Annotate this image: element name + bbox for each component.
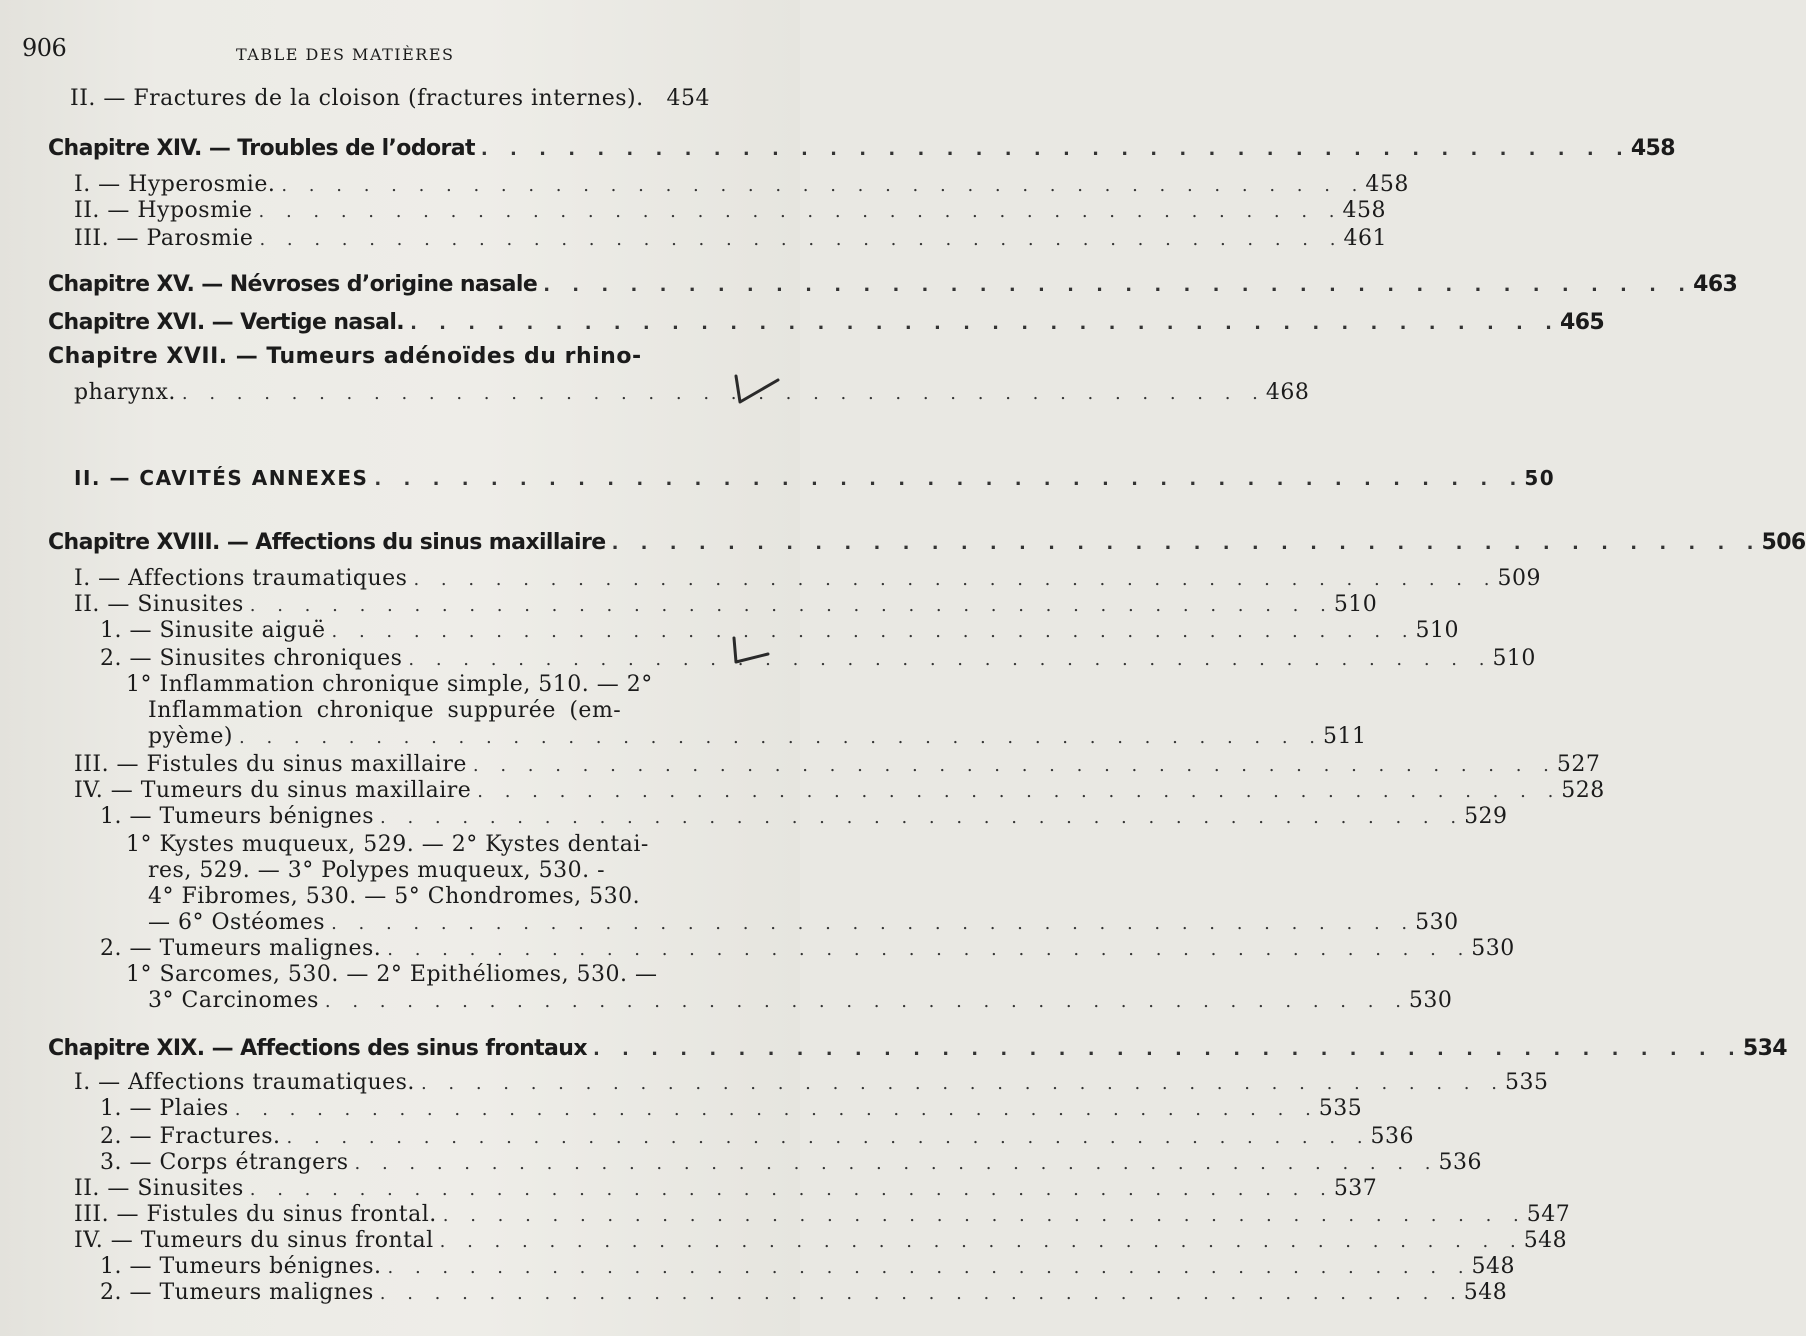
toc-chapter-entry bbox=[48, 136, 1675, 161]
toc-page-number: 548 bbox=[1523, 1228, 1568, 1253]
toc-entry-label: 1. — Tumeurs bénignes. bbox=[100, 1254, 382, 1279]
leader-dots: . . . . . . . . . . . . . . . . . . . . . . . . . . . . . . . . . . . . . . . . bbox=[543, 275, 1694, 296]
toc-page-number: 536 bbox=[1370, 1124, 1415, 1149]
toc-entry bbox=[70, 86, 710, 111]
leader-dots: . . . . . . . . . . . . . . . . . . . . . . . . . . . . . . . . . . . . . . . . bbox=[234, 1099, 1319, 1120]
toc-entry bbox=[148, 724, 1367, 749]
toc-entry-label: 1. — Plaies bbox=[100, 1096, 229, 1121]
page-number: 906 bbox=[22, 34, 67, 62]
toc-entry bbox=[100, 1096, 1363, 1121]
leader-dots: . . . . . . . . . . . . . . . . . . . . . . . . . . . . . . . . . . . . . . . . bbox=[611, 533, 1762, 554]
toc-page-number: 510 bbox=[1492, 646, 1536, 671]
toc-entry-label: Chapitre XV. — Névroses d’origine nasale bbox=[48, 272, 538, 297]
toc-page-number: 468 bbox=[1265, 380, 1310, 405]
toc-page-number: 536 bbox=[1438, 1150, 1483, 1175]
toc-entry-label: 2. — Tumeurs malignes. bbox=[100, 936, 382, 961]
toc-page-number: 509 bbox=[1497, 566, 1541, 591]
toc-entry bbox=[100, 1150, 1483, 1175]
toc-entry bbox=[100, 936, 1515, 961]
leader-dots: . . . . . . . . . . . . . . . . . . . . . . . . . . . . . . . . . . . . . . . . bbox=[472, 755, 1557, 776]
toc-entry-label: 1. — Tumeurs bénignes bbox=[100, 804, 375, 829]
toc-chapter-entry bbox=[48, 1036, 1787, 1061]
toc-entry bbox=[100, 1254, 1516, 1279]
toc-page-number: 530 bbox=[1471, 936, 1515, 961]
toc-entry bbox=[74, 778, 1605, 803]
toc-entry-label: 3° Carcinomes bbox=[148, 988, 319, 1013]
toc-entry bbox=[74, 226, 1387, 251]
toc-entry-label: IV. — Tumeurs du sinus maxillaire bbox=[74, 778, 472, 803]
toc-chapter-entry-line: Chapitre XVII. — Tumeurs adénoïdes du rhino- bbox=[48, 344, 642, 369]
running-title: TABLE DES MATIÈRES bbox=[236, 45, 455, 64]
toc-entry-label: Chapitre XIV. — Troubles de l’odorat bbox=[48, 136, 475, 161]
toc-entry bbox=[148, 910, 1459, 935]
toc-entry-label: pharynx. bbox=[74, 380, 176, 405]
toc-entry bbox=[74, 172, 1409, 197]
leader-dots: . . . . . . . . . . . . . . . . . . . . . . . . . . . . . . . . . . . . . . . . bbox=[239, 727, 1324, 748]
toc-page-number: 535 bbox=[1504, 1070, 1549, 1095]
toc-page-number: 529 bbox=[1464, 804, 1508, 829]
toc-entry bbox=[74, 1070, 1549, 1095]
toc-page-number: 506 bbox=[1761, 530, 1806, 555]
toc-subentry-text: res, 529. — 3° Polypes muqueux, 530. - bbox=[148, 858, 606, 883]
toc-entry-label: 2. — Fractures. bbox=[100, 1124, 281, 1149]
toc-chapter-entry bbox=[48, 310, 1605, 335]
toc-entry-label: I. — Affections traumatiques. bbox=[74, 1070, 415, 1095]
toc-page-number: 461 bbox=[1343, 226, 1387, 251]
checkmark-annotation bbox=[730, 368, 784, 408]
leader-dots: . . . . . . . . . . . . . . . . . . . . . . . . . . . . . . . . . . . . . . . . bbox=[258, 201, 1343, 222]
toc-page-number: 463 bbox=[1693, 272, 1738, 297]
toc-entry bbox=[74, 592, 1378, 617]
toc-entry bbox=[74, 198, 1387, 223]
toc-entry bbox=[74, 1176, 1378, 1201]
toc-entry bbox=[100, 804, 1508, 829]
toc-entry-label: II. — Hyposmie bbox=[74, 198, 253, 223]
toc-entry-label: IV. — Tumeurs du sinus frontal bbox=[74, 1228, 434, 1253]
leader-dots: . . . . . . . . . . . . . . . . . . . . . . . . . . . . . . . . . . . . . . . . bbox=[259, 229, 1344, 250]
toc-entry bbox=[74, 566, 1541, 591]
toc-entry-label: I. — Affections traumatiques bbox=[74, 566, 408, 591]
toc-entry bbox=[74, 380, 1310, 405]
toc-entry-label: Chapitre XVIII. — Affections du sinus maxillaire bbox=[48, 530, 606, 555]
toc-page-number: 511 bbox=[1323, 724, 1367, 749]
toc-entry bbox=[100, 1124, 1415, 1149]
toc-page-number: 547 bbox=[1526, 1202, 1571, 1227]
leader-dots: . . . . . . . . . . . . . . . . . . . . . . . . . . . . . . . . . . . . . . . . bbox=[387, 939, 1472, 960]
leader-dots: . . . . . . . . . . . . . . . . . . . . . . . . . . . . . . . . . . . . . . . . bbox=[413, 569, 1498, 590]
toc-entry-label: — 6° Ostéomes bbox=[148, 910, 326, 935]
leader-dots: . . . . . . . . . . . . . . . . . . . . . . . . . . . . . . . . . . . . . . . . bbox=[181, 383, 1266, 404]
toc-entry-label: Chapitre XIX. — Affections des sinus frontaux bbox=[48, 1036, 587, 1061]
toc-page-number: 465 bbox=[1560, 310, 1605, 335]
toc-entry-label: 3. — Corps étrangers bbox=[100, 1150, 349, 1175]
toc-entry-label: II. — Fractures de la cloison (fractures internes). bbox=[70, 86, 644, 111]
toc-entry-label: III. — Parosmie bbox=[74, 226, 254, 251]
toc-subentry-text: Inflammation chronique suppurée (em- bbox=[148, 698, 622, 723]
toc-chapter-entry bbox=[48, 272, 1738, 297]
toc-entry-label: II. — Sinusites bbox=[74, 592, 244, 617]
toc-page-number: 534 bbox=[1742, 1036, 1787, 1061]
toc-entry bbox=[100, 1280, 1508, 1305]
toc-chapter-entry bbox=[48, 530, 1806, 555]
toc-page-number: 458 bbox=[1630, 136, 1675, 161]
toc-page-number: 454 bbox=[666, 86, 710, 111]
toc-subentry-text: 4° Fibromes, 530. — 5° Chondromes, 530. bbox=[148, 884, 641, 909]
leader-dots: . . . . . . . . . . . . . . . . . . . . . . . . . . . . . . . . . . . . . . . . bbox=[374, 469, 1525, 490]
toc-entry-label: 2. — Tumeurs malignes bbox=[100, 1280, 374, 1305]
toc-entry bbox=[74, 1228, 1568, 1253]
toc-page-number: 458 bbox=[1365, 172, 1409, 197]
leader-dots: . . . . . . . . . . . . . . . . . . . . . . . . . . . . . . . . . . . . . . . . bbox=[592, 1039, 1743, 1060]
toc-page-number: 528 bbox=[1561, 778, 1605, 803]
toc-page-number: 530 bbox=[1408, 988, 1453, 1013]
toc-page-number: 548 bbox=[1463, 1280, 1508, 1305]
leader-dots: . . . . . . . . . . . . . . . . . . . . . . . . . . . . . . . . . . . . . . . . bbox=[379, 1283, 1464, 1304]
toc-entry-label: pyème) bbox=[148, 724, 233, 749]
toc-page-number: 510 bbox=[1415, 618, 1460, 643]
leader-dots: . . . . . . . . . . . . . . . . . . . . . . . . . . . . . . . . . . . . . . . . bbox=[324, 991, 1409, 1012]
toc-entry bbox=[100, 646, 1536, 671]
leader-dots: . . . . . . . . . . . . . . . . . . . . . . . . . . . . . . . . . . . . . . . . bbox=[354, 1153, 1439, 1174]
leader-dots: . . . . . . . . . . . . . . . . . . . . . . . . . . . . . . . . . . . . . . . . bbox=[249, 1179, 1334, 1200]
leader-dots: . . . . . . . . . . . . . . . . . . . . . . . . . . . . . . . . . . . . . . . . bbox=[249, 595, 1334, 616]
toc-page-number: 50 bbox=[1524, 466, 1556, 490]
leader-dots: . . . . . . . . . . . . . . . . . . . . . . . . . . . . . . . . . . . . . . . . bbox=[387, 1257, 1472, 1278]
leader-dots: . . . . . . . . . . . . . . . . . . . . . . . . . . . . . . . . . . . . . . . . bbox=[442, 1205, 1527, 1226]
toc-page-number: 548 bbox=[1471, 1254, 1516, 1279]
leader-dots: . . . . . . . . . . . . . . . . . . . . . . . . . . . . . . . . . . . . . . . . bbox=[439, 1231, 1524, 1252]
leader-dots: . . . . . . . . . . . . . . . . . . . . . . . . . . . . . . . . . . . . . . . . bbox=[408, 649, 1493, 670]
checkmark-annotation bbox=[728, 634, 774, 668]
toc-subentry-text: 1° Sarcomes, 530. — 2° Epithéliomes, 530. — bbox=[126, 962, 658, 987]
toc-entry bbox=[74, 752, 1601, 777]
toc-page-number: 537 bbox=[1333, 1176, 1378, 1201]
toc-subentry-text: 1° Inflammation chronique simple, 510. — 2° bbox=[126, 672, 653, 697]
toc-page-number: 458 bbox=[1342, 198, 1387, 223]
leader-dots: . . . . . . . . . . . . . . . . . . . . . . . . . . . . . . . . . . . . . . . . bbox=[410, 313, 1560, 334]
leader-dots: . . . . . . . . . . . . . . . . . . . . . . . . . . . . . . . . . . . . . . . . bbox=[281, 175, 1366, 196]
toc-entry-label: 1. — Sinusite aiguë bbox=[100, 618, 326, 643]
toc-entry-label: Chapitre XVI. — Vertige nasal. bbox=[48, 310, 405, 335]
toc-page-number: 535 bbox=[1318, 1096, 1363, 1121]
toc-entry bbox=[148, 988, 1453, 1013]
leader-dots: . . . . . . . . . . . . . . . . . . . . . . . . . . . . . . . . . . . . . . . . bbox=[477, 781, 1562, 802]
leader-dots: . . . . . . . . . . . . . . . . . . . . . . . . . . . . . . . . . . . . . . . . bbox=[286, 1127, 1371, 1148]
leader-dots: . . . . . . . . . . . . . . . . . . . . . . . . . . . . . . . . . . . . . . . . bbox=[331, 913, 1416, 934]
toc-page-number: 527 bbox=[1556, 752, 1601, 777]
toc-entry-label: I. — Hyperosmie. bbox=[74, 172, 276, 197]
toc-entry-label: 2. — Sinusites chroniques bbox=[100, 646, 403, 671]
toc-entry-label: III. — Fistules du sinus maxillaire bbox=[74, 752, 467, 777]
leader-dots: . . . . . . . . . . . . . . . . . . . . . . . . . . . . . . . . . . . . . . . . bbox=[480, 139, 1631, 160]
toc-subentry-text: 1° Kystes muqueux, 529. — 2° Kystes dentai- bbox=[126, 832, 649, 857]
toc-part-entry bbox=[74, 466, 1556, 490]
toc-entry bbox=[100, 618, 1460, 643]
leader-dots: . . . . . . . . . . . . . . . . . . . . . . . . . . . . . . . . . . . . . . . . bbox=[420, 1073, 1505, 1094]
toc-entry bbox=[74, 1202, 1571, 1227]
toc-entry-label: II. — CAVITÉS ANNEXES bbox=[74, 466, 369, 490]
toc-page-number: 530 bbox=[1415, 910, 1459, 935]
toc-entry-label: III. — Fistules du sinus frontal. bbox=[74, 1202, 437, 1227]
leader-dots: . . . . . . . . . . . . . . . . . . . . . . . . . . . . . . . . . . . . . . . . bbox=[380, 807, 1465, 828]
toc-page-number: 510 bbox=[1333, 592, 1378, 617]
leader-dots: . . . . . . . . . . . . . . . . . . . . . . . . . . . . . . . . . . . . . . . . bbox=[331, 621, 1416, 642]
toc-entry-label: II. — Sinusites bbox=[74, 1176, 244, 1201]
